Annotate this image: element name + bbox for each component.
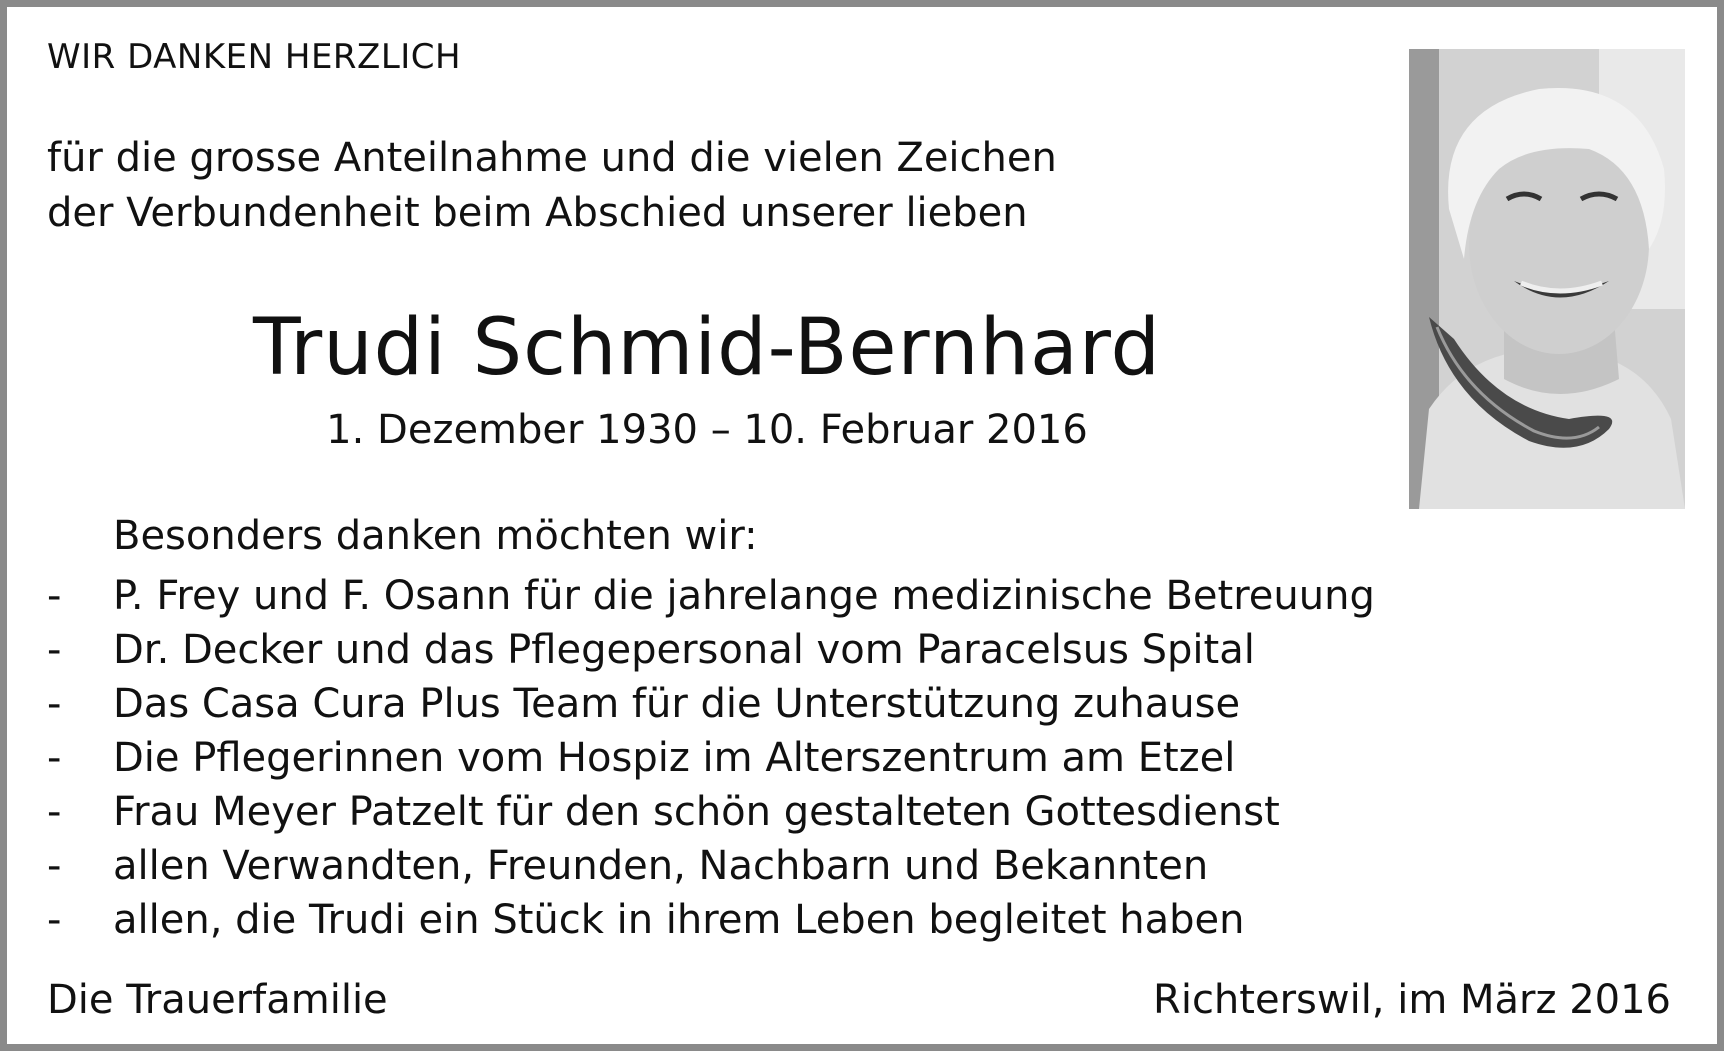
list-item-text: Die Pflegerinnen vom Hospiz im Alterszentrum am Etzel (113, 735, 1236, 781)
intro-text (47, 131, 1057, 241)
bullet-dash: - (47, 735, 62, 781)
place-date: Richterswil, im März 2016 (1153, 977, 1671, 1023)
list-item-text: allen, die Trudi ein Stück in ihrem Leben begleitet haben (113, 897, 1245, 943)
list-item-text: Frau Meyer Patzelt für den schön gestalteten Gottesdienst (113, 789, 1280, 835)
deceased-name: Trudi Schmid-Bernhard (252, 303, 1162, 393)
bullet-dash: - (47, 789, 62, 835)
special-thanks-intro: Besonders danken möchten wir: (113, 513, 758, 559)
bullet-dash: - (47, 573, 62, 619)
bullet-dash: - (47, 843, 62, 889)
list-item-text: Das Casa Cura Plus Team für die Unterstützung zuhause (113, 681, 1241, 727)
bullet-dash: - (47, 681, 62, 727)
bullet-dash: - (47, 627, 62, 673)
portrait-illustration (1409, 49, 1685, 509)
life-dates: 1. Dezember 1930 – 10. Februar 2016 (326, 407, 1088, 453)
list-item-text: Dr. Decker und das Pflegepersonal vom Paracelsus Spital (113, 627, 1255, 673)
list-item-text: P. Frey und F. Osann für die jahrelange medizinische Betreuung (113, 573, 1375, 619)
portrait-photo (1409, 49, 1685, 509)
list-item-text: allen Verwandten, Freunden, Nachbarn und Bekannten (113, 843, 1209, 889)
signature-family: Die Trauerfamilie (47, 977, 388, 1023)
intro-line-2: der Verbundenheit beim Abschied unserer lieben (47, 190, 1028, 236)
intro-line-1: für die grosse Anteilnahme und die vielen Zeichen (47, 135, 1057, 181)
bullet-dash: - (47, 897, 62, 943)
thanks-heading: WIR DANKEN HERZLICH (47, 37, 462, 77)
